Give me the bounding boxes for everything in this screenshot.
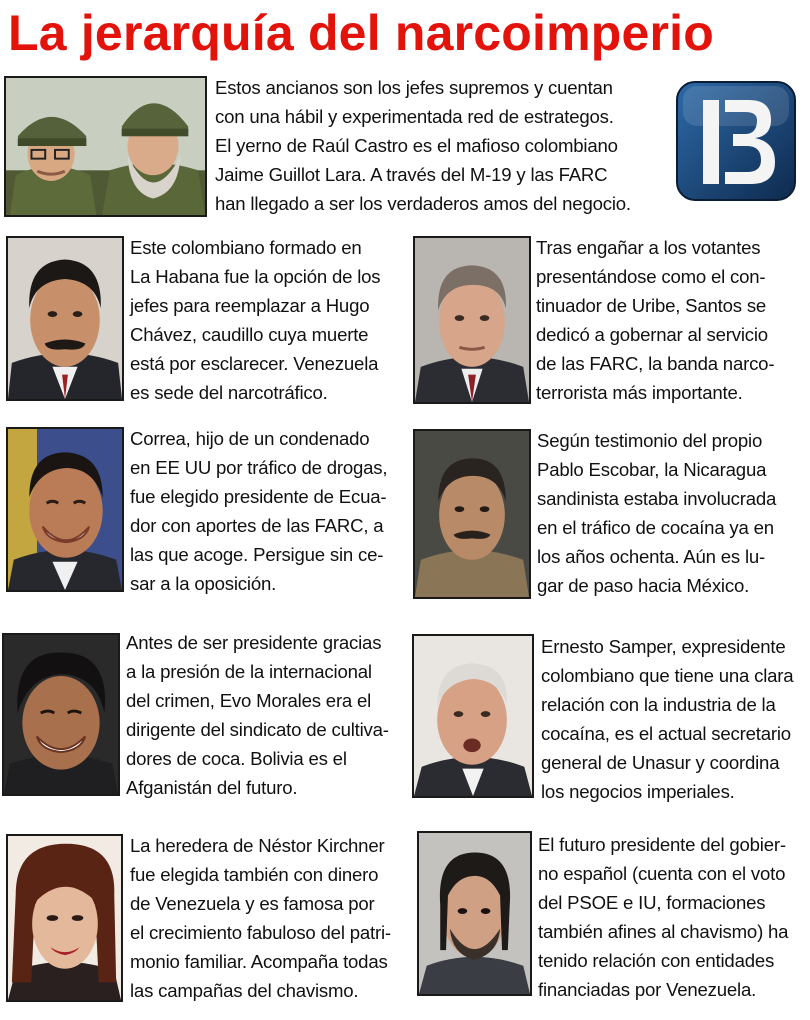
- text-line: fue elegido presidente de Ecua-: [130, 485, 387, 507]
- text-line: El futuro presidente del gobier-: [538, 834, 786, 855]
- pb-logo-icon: [675, 80, 797, 202]
- text-line: La heredera de Néstor Kirchner: [130, 835, 385, 856]
- maduro-photo: [6, 236, 124, 401]
- text-line: jefes para reemplazar a Hugo: [130, 294, 370, 316]
- text-line: Antes de ser presidente gracias: [126, 632, 382, 653]
- text-line: El yerno de Raúl Castro es el mafioso colombiano: [215, 134, 618, 156]
- text-line: financiadas por Venezuela.: [538, 978, 757, 1000]
- text-line: monio familiar. Acompaña todas: [130, 950, 388, 972]
- text-line: Afganistán del futuro.: [126, 776, 298, 798]
- text-line: del crimen, Evo Morales era el: [126, 689, 372, 711]
- text-line: del PSOE e IU, formaciones: [538, 891, 766, 913]
- text-line: Jaime Guillot Lara. A través del M-19 y las FARC: [215, 163, 608, 185]
- samper-photo: [412, 634, 534, 798]
- santos-photo: [413, 236, 531, 404]
- text-line: fue elegida también con dinero: [130, 863, 379, 885]
- text-line: las campañas del chavismo.: [130, 979, 359, 1001]
- text-line: Este colombiano formado en: [130, 237, 362, 258]
- text-line: Según testimonio del propio: [537, 430, 763, 451]
- text-line: presentándose como el con-: [536, 265, 766, 287]
- entry-6-text: [541, 633, 793, 806]
- text-line: no español (cuenta con el voto: [538, 862, 786, 884]
- text-line: dor con aportes de las FARC, a: [130, 514, 384, 536]
- text-line: Tras engañar a los votantes: [536, 237, 761, 258]
- entry-1-text: [130, 234, 380, 407]
- text-line: sar a la oposición.: [130, 572, 277, 594]
- text-line: tinuador de Uribe, Santos se: [536, 294, 767, 316]
- entry-2-text: [536, 234, 774, 407]
- correa-photo: [6, 427, 124, 592]
- text-line: Ernesto Samper, expresidente: [541, 636, 786, 657]
- text-line: los negocios imperiales.: [541, 780, 735, 802]
- text-line: sandinista estaba involucrada: [537, 487, 777, 509]
- text-line: en el tráfico de cocaína ya en: [537, 516, 774, 538]
- text-line: las que acoge. Persigue sin ce-: [130, 543, 384, 565]
- castro-brothers-photo: [4, 76, 207, 217]
- text-line: está por esclarecer. Venezuela: [130, 352, 379, 374]
- iglesias-photo: [417, 831, 532, 996]
- text-line: con una hábil y experimentada red de estrategos.: [215, 105, 614, 127]
- entry-3-text: [130, 425, 387, 598]
- text-line: han llegado a ser los verdaderos amos del negocio.: [215, 192, 631, 214]
- text-line: de Venezuela y es famosa por: [130, 892, 375, 914]
- text-line: relación con la industria de la: [541, 693, 776, 715]
- text-line: en EE UU por tráfico de drogas,: [130, 456, 388, 478]
- text-line: los años ochenta. Aún es lu-: [537, 545, 766, 567]
- text-line: el crecimiento fabuloso del patri-: [130, 921, 391, 943]
- text-line: de las FARC, la banda narco-: [536, 352, 775, 374]
- text-line: gar de paso hacia México.: [537, 574, 750, 596]
- entry-7-text: [130, 832, 391, 1005]
- kirchner-photo: [6, 834, 123, 1002]
- entry-5-text: [126, 629, 389, 802]
- entry-0-text: [215, 74, 631, 219]
- text-line: dedicó a gobernar al servicio: [536, 323, 768, 345]
- entry-4-text: [537, 427, 776, 600]
- text-line: cocaína, es el actual secretario: [541, 722, 791, 744]
- ortega-photo: [413, 429, 531, 599]
- text-line: Chávez, caudillo cuya muerte: [130, 323, 369, 345]
- text-line: colombiano que tiene una clara: [541, 664, 794, 686]
- text-line: Estos ancianos son los jefes supremos y cuentan: [215, 77, 613, 98]
- text-line: general de Unasur y coordina: [541, 751, 780, 773]
- page-title: La jerarquía del narcoimperio: [8, 5, 715, 61]
- text-line: tenido relación con entidades: [538, 949, 775, 971]
- entry-8-text: [538, 831, 788, 1004]
- text-line: es sede del narcotráfico.: [130, 381, 328, 403]
- text-line: terrorista más importante.: [536, 381, 743, 403]
- text-line: Pablo Escobar, la Nicaragua: [537, 458, 767, 480]
- text-line: dores de coca. Bolivia es el: [126, 747, 347, 769]
- text-line: a la presión de la internacional: [126, 660, 372, 682]
- text-line: también afines al chavismo) ha: [538, 920, 789, 942]
- text-line: Correa, hijo de un condenado: [130, 428, 370, 449]
- text-line: dirigente del sindicato de cultiva-: [126, 718, 389, 740]
- morales-photo: [2, 633, 120, 796]
- text-line: La Habana fue la opción de los: [130, 265, 381, 287]
